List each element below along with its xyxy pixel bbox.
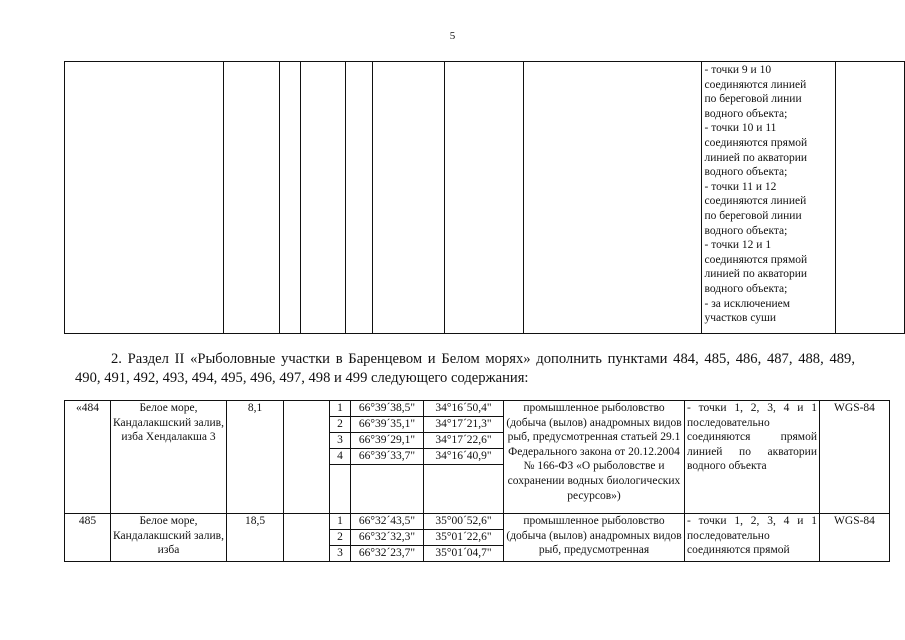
point-number: 3: [330, 433, 351, 449]
point-longitude: 34°17´22,6": [424, 433, 504, 449]
empty-cell: [284, 514, 330, 562]
paragraph-line-1: 2. Раздел II «Рыболовные участки в Баренцевом и Белом морях» дополнить пунктами 484, 485, 486, 487, 488, 489,: [111, 351, 855, 367]
description-line: водного объекта;: [704, 166, 788, 179]
point-longitude: 35°01´22,6": [424, 530, 504, 546]
coordinate-system: WGS-84: [820, 401, 890, 514]
description-line: соединяются линией: [704, 78, 807, 91]
description-line: - точки 9 и 10: [704, 64, 772, 76]
point-number: 3: [330, 546, 351, 562]
boundary-description: [701, 62, 836, 334]
area-name: Белое море, Кандалакшский залив, изба: [111, 514, 227, 562]
description-line: линией по акватории: [704, 268, 808, 281]
fishing-areas-table: [64, 400, 890, 562]
description-line: водного объекта;: [704, 107, 788, 120]
table-row: [65, 401, 890, 417]
area-size: 18,5: [227, 514, 284, 562]
empty-cell: [65, 62, 224, 334]
empty-cell: [301, 62, 346, 334]
paragraph-line-2: 490, 491, 492, 493, 494, 495, 496, 497, 498 и 499 следующего содержания:: [75, 369, 529, 386]
area-purpose: промышленное рыболовство (добыча (вылов) анадромных видов рыб, предусмотренная статьей 29.1 Федерального закона от 20.12.2004 № 166-ФЗ «О рыболовстве и сохранении водных биологических ресурсов»): [504, 401, 685, 514]
empty-cell: [224, 62, 280, 334]
point-longitude: 35°00´52,6": [424, 514, 504, 530]
empty-cell: [444, 62, 523, 334]
empty-cell: [346, 62, 373, 334]
coordinate-system: WGS-84: [820, 514, 890, 562]
empty-cell: [351, 465, 424, 514]
description-line: - точки 12 и 1: [704, 239, 772, 252]
table-row: [65, 514, 890, 530]
amendment-paragraph: [75, 350, 855, 387]
empty-cell: [424, 465, 504, 514]
description-line: соединяются прямой: [704, 253, 808, 266]
area-boundary: - точки 1, 2, 3, 4 и 1 последовательно соединяются прямой: [685, 514, 820, 562]
point-longitude: 34°17´21,3": [424, 417, 504, 433]
point-longitude: 34°16´40,9": [424, 449, 504, 465]
point-latitude: 66°39´33,7": [351, 449, 424, 465]
area-number: 485: [65, 514, 111, 562]
description-line: - точки 10 и 11: [704, 122, 777, 135]
description-line: водного объекта;: [704, 282, 788, 295]
description-line: водного объекта;: [704, 224, 788, 237]
description-line: - точки 11 и 12: [704, 180, 777, 193]
empty-cell: [330, 465, 351, 514]
point-latitude: 66°32´32,3": [351, 530, 424, 546]
point-latitude: 66°32´23,7": [351, 546, 424, 562]
empty-cell: [836, 62, 905, 334]
empty-cell: [284, 401, 330, 514]
area-boundary: - точки 1, 2, 3, 4 и 1 последовательно соединяются прямой линией по акватории водного объекта: [685, 401, 820, 514]
description-line: по береговой линии: [704, 209, 802, 222]
point-number: 4: [330, 449, 351, 465]
description-line: участков суши: [704, 312, 777, 325]
point-longitude: 34°16´50,4": [424, 401, 504, 417]
area-number: «484: [65, 401, 111, 514]
description-line: соединяются прямой: [704, 136, 808, 149]
description-line: по береговой линии: [704, 93, 802, 106]
area-name: Белое море, Кандалакшский залив, изба Хендалакша 3: [111, 401, 227, 514]
area-purpose: промышленное рыболовство (добыча (вылов) анадромных видов рыб, предусмотренная: [504, 514, 685, 562]
point-number: 2: [330, 530, 351, 546]
area-size: 8,1: [227, 401, 284, 514]
point-number: 2: [330, 417, 351, 433]
description-line: линией по акватории: [704, 151, 808, 164]
page-number: 5: [449, 30, 456, 42]
point-latitude: 66°39´38,5": [351, 401, 424, 417]
empty-cell: [280, 62, 301, 334]
description-line: соединяются линией: [704, 195, 807, 208]
empty-cell: [373, 62, 445, 334]
point-number: 1: [330, 401, 351, 417]
point-longitude: 35°01´04,7": [424, 546, 504, 562]
continued-table: [64, 61, 905, 334]
point-number: 1: [330, 514, 351, 530]
point-latitude: 66°39´35,1": [351, 417, 424, 433]
description-line: - за исключением: [704, 297, 791, 310]
empty-cell: [523, 62, 701, 334]
point-latitude: 66°32´43,5": [351, 514, 424, 530]
point-latitude: 66°39´29,1": [351, 433, 424, 449]
